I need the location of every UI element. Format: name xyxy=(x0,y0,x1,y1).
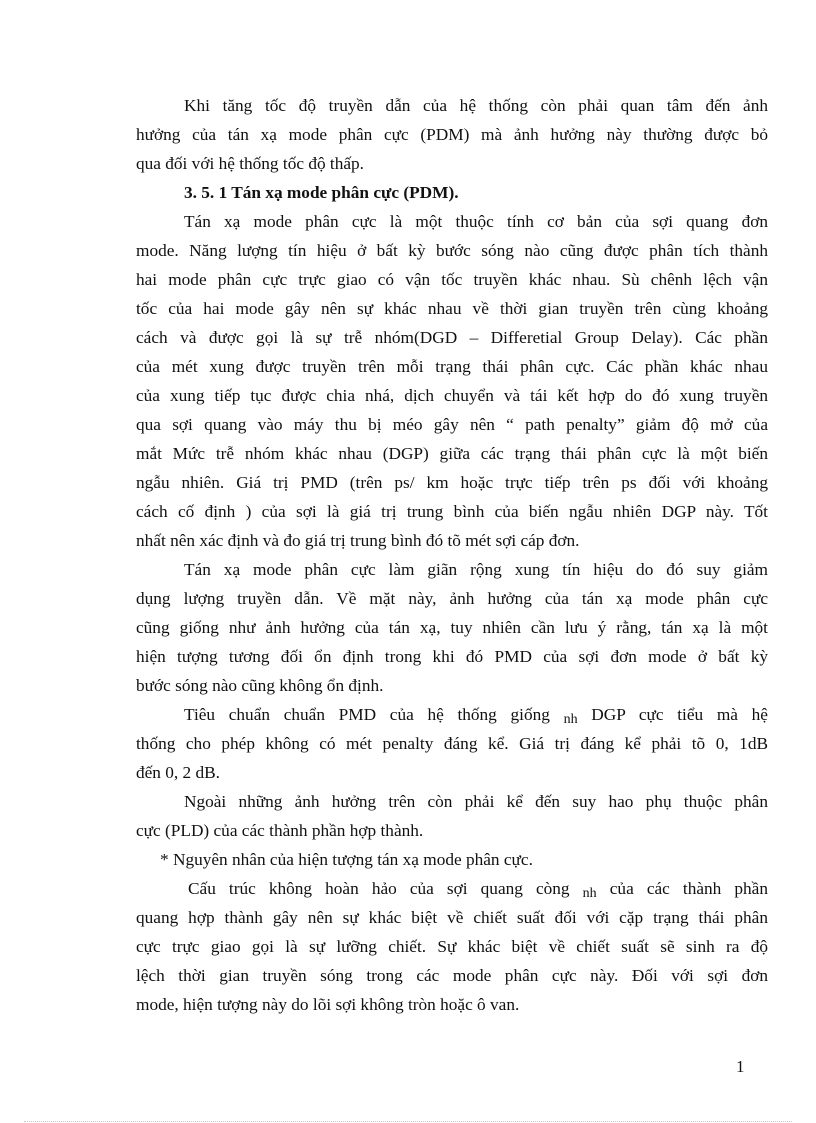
page-number: 1 xyxy=(736,1057,745,1076)
paragraph-line: mode, hiện tượng này do lõi sợi không tròn hoặc ô van. xyxy=(136,995,520,1014)
text-segment: của các thành phần xyxy=(609,879,768,898)
document-body xyxy=(136,91,768,1019)
paragraph-line: Ngoài những ảnh hưởng trên còn phải kể đến suy hao phụ thuộc phân xyxy=(184,792,768,811)
paragraph-line: cực trực giao gọi là sự lưỡng chiết. Sự khác biệt về chiết suất sẽ sinh ra độ xyxy=(136,937,768,956)
text-segment: DGP cực tiểu mà hệ xyxy=(591,705,768,724)
paragraph-line: qua sợi quang vào máy thu bị méo gây nên “ path penalty” giảm độ mở của xyxy=(136,415,768,434)
section-heading: 3. 5. 1 Tán xạ mode phân cực (PDM). xyxy=(184,183,459,202)
paragraph-line: hai mode phân cực trực giao có vận tốc truyền khác nhau. Sù chênh lệch vận xyxy=(136,270,768,289)
paragraph-line: Khi tăng tốc độ truyền dẫn của hệ thống còn phải quan tâm đến ảnh xyxy=(184,96,768,115)
paragraph-line: cách cố định ) của sợi là giá trị trung bình của biến ngẫu nhiên DGP này. Tốt xyxy=(136,502,768,521)
paragraph-line: cách và được gọi là sự trễ nhóm(DGD – Differetial Group Delay). Các phần xyxy=(136,328,768,347)
paragraph-line: tốc của hai mode gây nên sự khác nhau về thời gian truyền trên cùng khoảng xyxy=(136,299,768,318)
paragraph-line: quang hợp thành gây nên sự khác biệt về chiết suất đối với cặp trạng thái phân xyxy=(136,908,768,927)
paragraph-line: nhất nên xác định và đo giá trị trung bình đó tõ mét sợi cáp đơn. xyxy=(136,531,580,550)
paragraph-line: mode. Năng lượng tín hiệu ở bất kỳ bước sóng nào cũng được phân tích thành xyxy=(136,241,768,260)
bullet-heading: * Nguyên nhân của hiện tượng tán xạ mode phân cực. xyxy=(160,850,533,869)
paragraph-line: qua đối với hệ thống tốc độ thấp. xyxy=(136,154,364,173)
paragraph-line: cũng giống như ảnh hưởng của tán xạ, tuy nhiên cần lưu ý rằng, tán xạ là một xyxy=(136,618,768,637)
paragraph-line: hưởng của tán xạ mode phân cực (PDM) mà ảnh hưởng này thường được bỏ xyxy=(136,125,768,144)
subscript-text: nh xyxy=(563,712,578,727)
paragraph-line: dụng lượng truyền dẫn. Về mặt này, ảnh hưởng của tán xạ mode phân cực xyxy=(136,589,768,608)
paragraph-line-with-subscript xyxy=(136,874,768,903)
paragraph-line: thống cho phép không có mét penalty đáng kể. Giá trị đáng kể phải tõ 0, 1dB xyxy=(136,734,768,753)
paragraph-line: Tán xạ mode phân cực làm giãn rộng xung tín hiệu do đó suy giảm xyxy=(184,560,768,579)
paragraph-line: đến 0, 2 dB. xyxy=(136,763,221,782)
text-segment: Cấu trúc không hoàn hảo của sợi quang còng xyxy=(188,879,570,898)
paragraph-line: mắt Mức trễ nhóm khác nhau (DGP) giữa các trạng thái phân cực là một biến xyxy=(136,444,768,463)
paragraph-line: lệch thời gian truyền sóng trong các mode phân cực này. Đối với sợi đơn xyxy=(136,966,768,985)
paragraph-line: bước sóng nào cũng không ổn định. xyxy=(136,676,384,695)
page-footer-divider xyxy=(24,1121,792,1122)
subscript-text: nh xyxy=(582,886,597,901)
paragraph-line: của mét xung được truyền trên mỗi trạng thái phân cực. Các phần khác nhau xyxy=(136,357,768,376)
paragraph-line-with-subscript xyxy=(136,700,768,729)
paragraph-line: hiện tượng tương đối ổn định trong khi đó PMD của sợi đơn mode ở bất kỳ xyxy=(136,647,768,666)
paragraph-line: cực (PLD) của các thành phần hợp thành. xyxy=(136,821,424,840)
paragraph-line: ngẫu nhiên. Giá trị PMD (trên ps/ km hoặc trực tiếp trên ps đối với khoảng xyxy=(136,473,768,492)
paragraph-line: Tán xạ mode phân cực là một thuộc tính cơ bản của sợi quang đơn xyxy=(184,212,768,231)
text-segment: Tiêu chuẩn chuẩn PMD của hệ thống giống xyxy=(184,705,550,724)
paragraph-line: của xung tiếp tục được chia nhá, dịch chuyển và tái kết hợp do đó xung truyền xyxy=(136,386,768,405)
